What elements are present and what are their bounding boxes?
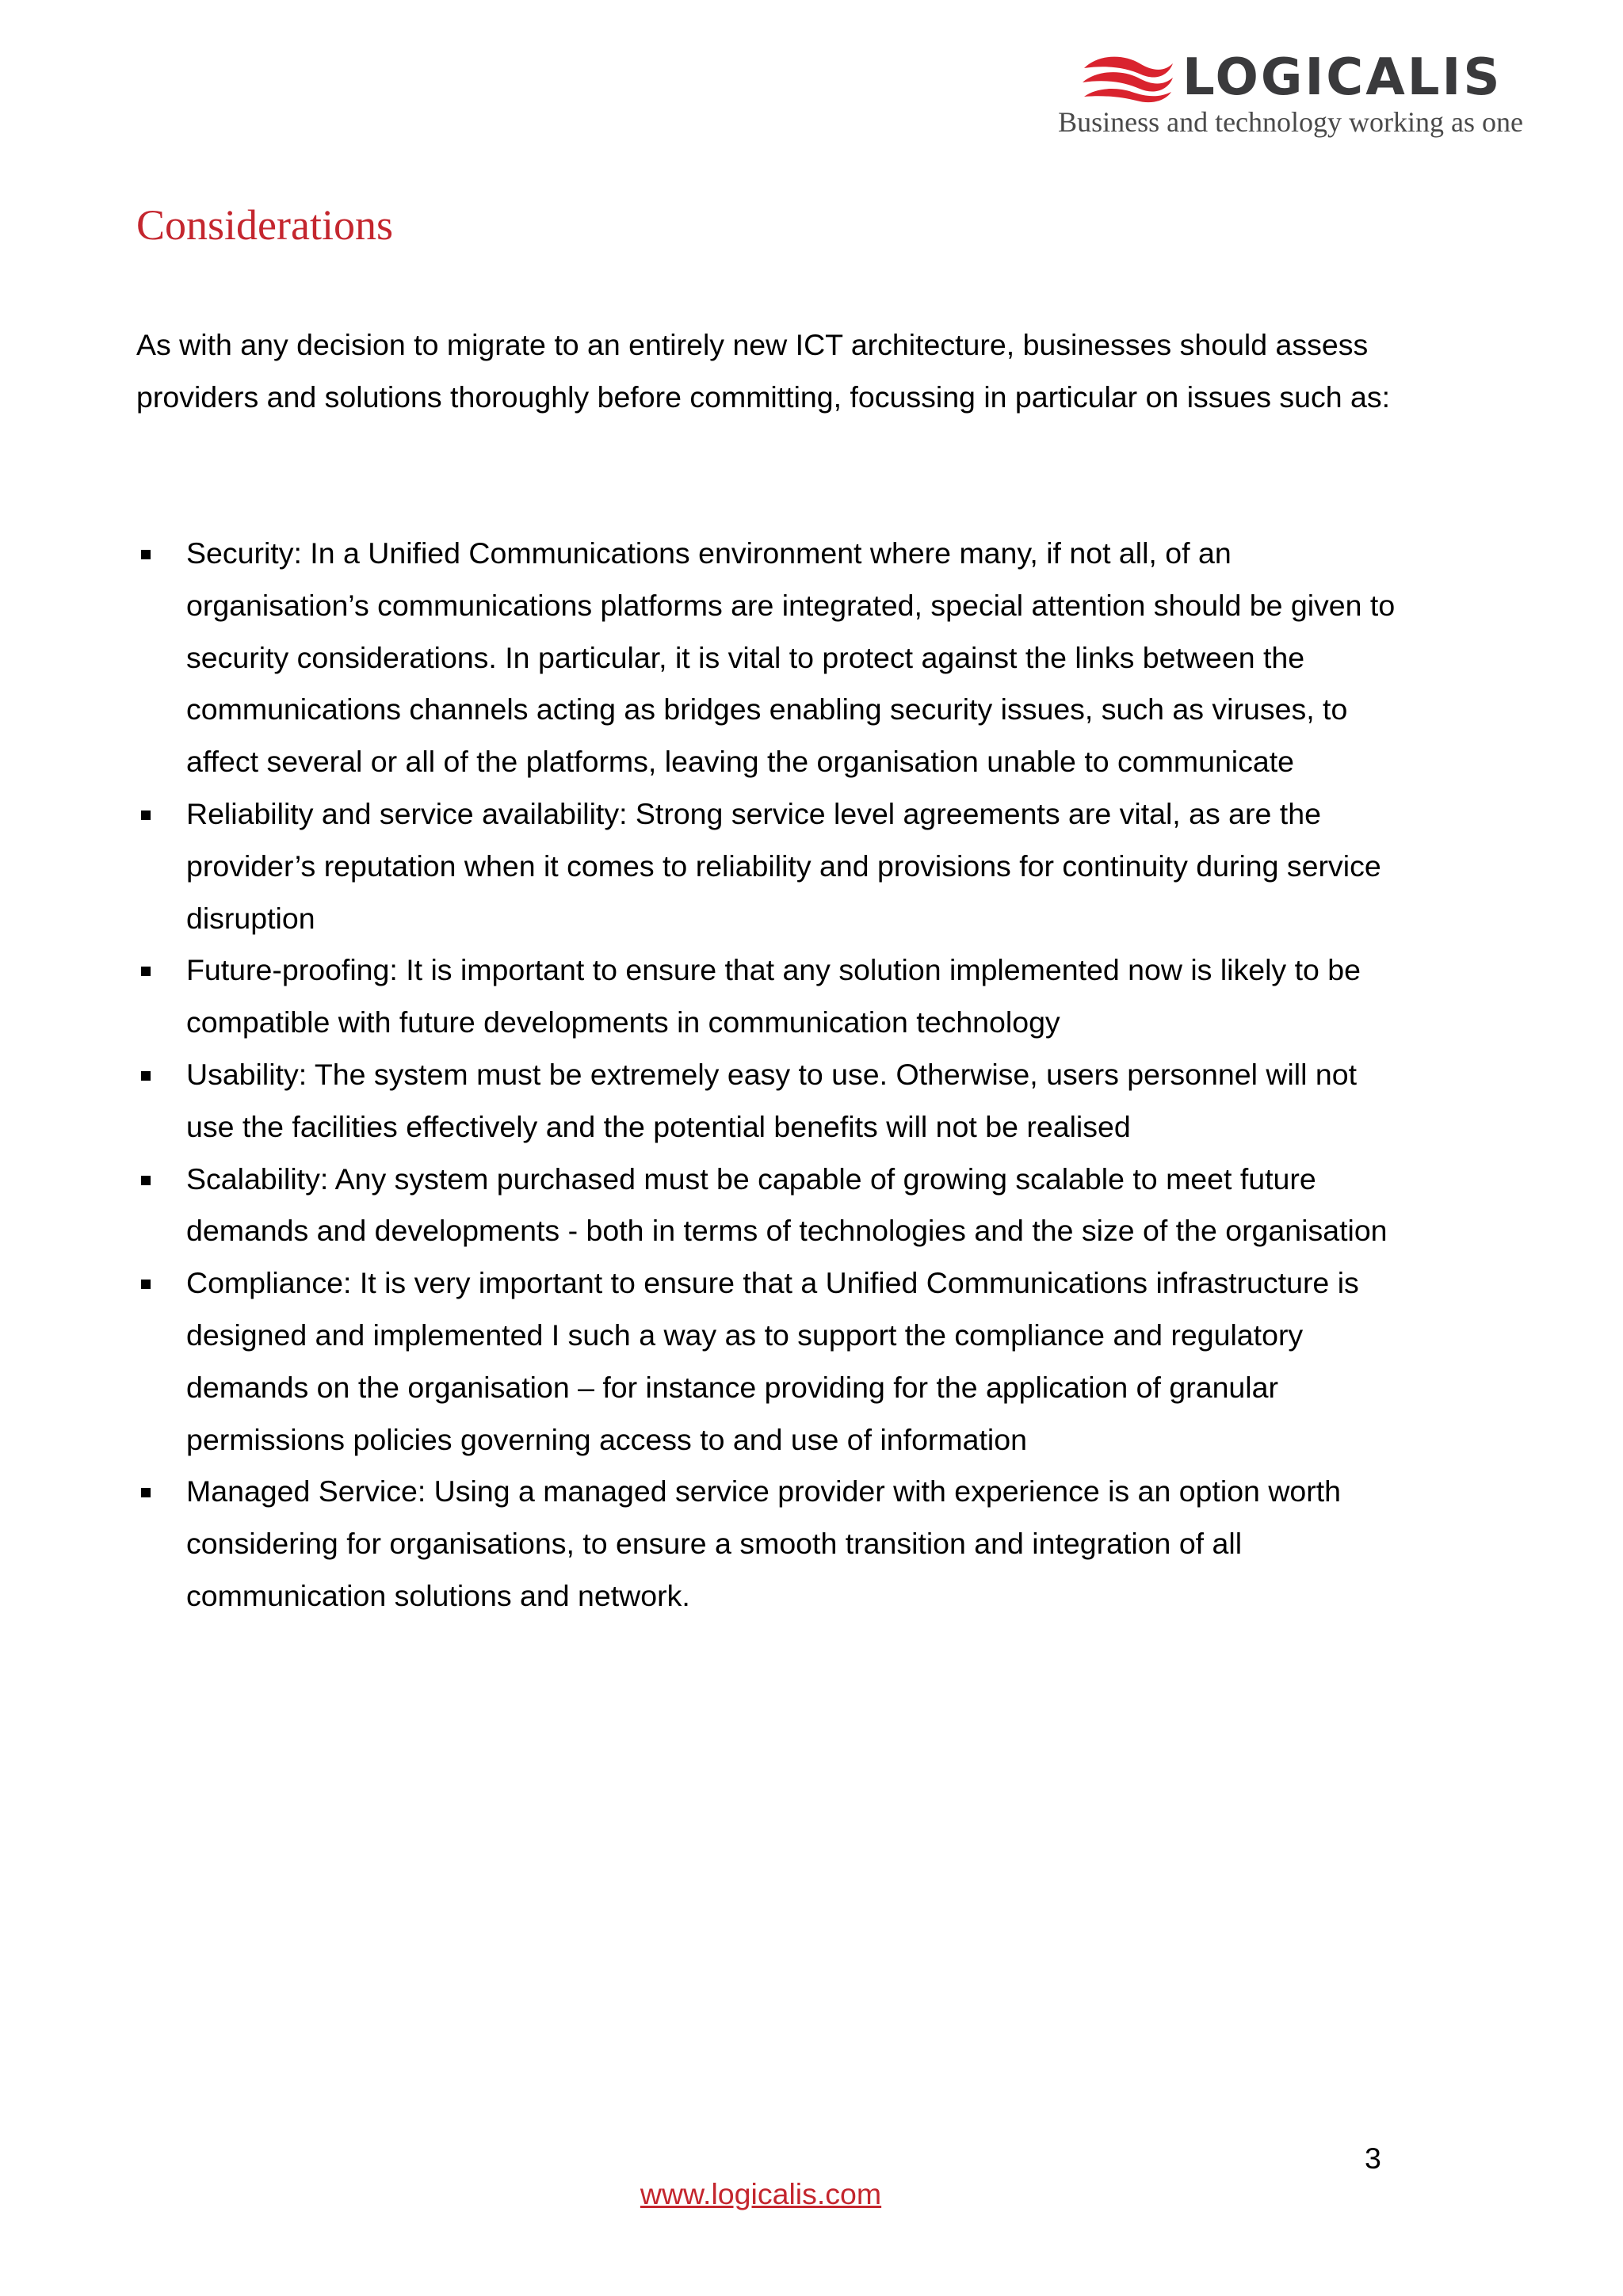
list-item-text: Compliance: It is very important to ensure that a Unified Communications infrastructure is designed and implemented I such a way as to support the compliance and regulatory demands on the organisation – for instance providing for the application of granular permissions policies governing access to and use of information [186, 1266, 1359, 1456]
logo-tagline: Business and technology working as one [1058, 106, 1523, 138]
list-item [136, 944, 1404, 1049]
page-number: 3 [1365, 2142, 1381, 2175]
list-item [136, 1049, 1404, 1154]
square-bullet-icon [141, 967, 151, 976]
square-bullet-icon [141, 1071, 151, 1081]
list-item-text: Reliability and service availability: Strong service level agreements are vital, as are the provider’s reputation when it comes to reliability and provisions for continuity during service disruption [186, 796, 1381, 935]
square-bullet-icon [141, 1176, 151, 1185]
list-item-text: Managed Service: Using a managed service provider with experience is an option worth considering for organisations, to ensure a smooth transition and integration of all communication solutions and network. [186, 1474, 1342, 1612]
list-item-text: Security: In a Unified Communications environment where many, if not all, of an organisation’s communications platforms are integrated, special attention should be given to security considerations. In particular, it is vital to protect against the links between the communications channels acting as bridges enabling security issues, such as viruses, to affect several or all of the platforms, leaving the organisation unable to communicate [186, 536, 1396, 779]
website-link[interactable]: www.logicalis.com [640, 2177, 882, 2210]
logicalis-logo [1058, 48, 1523, 143]
list-item [136, 788, 1404, 944]
list-item [136, 528, 1404, 788]
logo-wordmark: LOGICALIS [1182, 48, 1503, 107]
square-bullet-icon [141, 550, 151, 559]
square-bullet-icon [141, 1280, 151, 1289]
list-item-text: Scalability: Any system purchased must be capable of growing scalable to meet future demands and developments - both in terms of technologies and the size of the organisation [186, 1161, 1388, 1248]
list-item [136, 1257, 1404, 1466]
list-item [136, 1154, 1404, 1258]
list-item-text: Future-proofing: It is important to ensure that any solution implemented now is likely to be compatible with future developments in communication technology [186, 953, 1361, 1039]
section-title: Considerations [136, 201, 393, 249]
logicalis-ribbon-icon [1079, 51, 1176, 105]
intro-paragraph: As with any decision to migrate to an entirely new ICT architecture, businesses should assess providers and solutions thoroughly before committing, focussing in particular on issues such as: [136, 328, 1391, 414]
square-bullet-icon [141, 1488, 151, 1497]
list-item [136, 1466, 1404, 1622]
square-bullet-icon [141, 810, 151, 820]
list-item-text: Usability: The system must be extremely easy to use. Otherwise, users personnel will not use the facilities effectively and the potential benefits will not be realised [186, 1057, 1357, 1143]
considerations-list [136, 528, 1404, 1623]
